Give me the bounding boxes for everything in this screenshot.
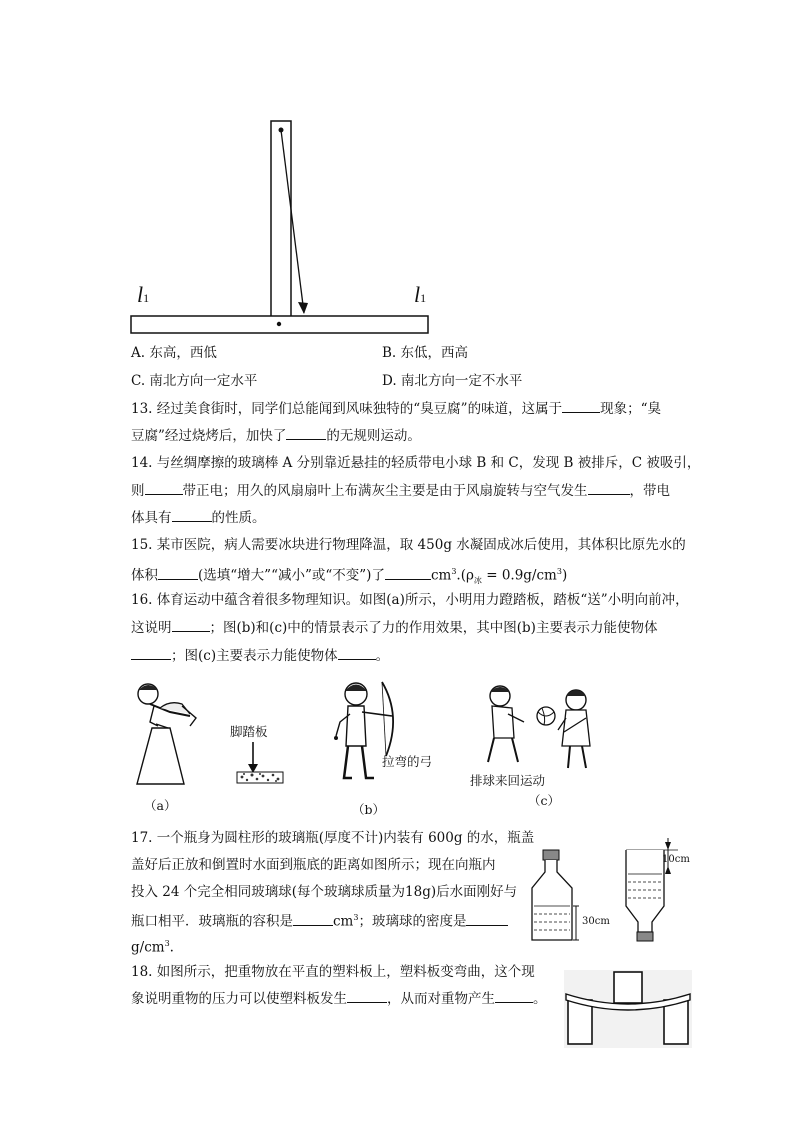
q16-line3: ；图(c)主要表示力能使物体 。 — [131, 645, 389, 666]
q14-blank-3[interactable] — [172, 507, 212, 522]
q17-line5: $g/cm^3$. — [131, 939, 174, 956]
q16-line2: 这说明 ；图(b)和(c)中的情景表示了力的作用效果，其中图(b)主要表示力能使物体 — [131, 617, 657, 638]
q15-blank-2[interactable] — [385, 565, 431, 580]
figure-bent-plastic-board — [562, 968, 694, 1050]
label-bow: 拉弯的弓 — [382, 754, 433, 769]
q16-blank-1[interactable] — [172, 617, 210, 632]
q18-line2: 象说明重物的压力可以使塑料板发生 ，从而对重物产生 。 — [131, 988, 547, 1009]
q15-blank-1[interactable] — [158, 565, 198, 580]
q18-blank-1[interactable] — [347, 988, 387, 1003]
q17-blank-2[interactable] — [466, 911, 508, 926]
q14-blank-2[interactable] — [588, 480, 630, 495]
q13-blank-2[interactable] — [286, 425, 326, 440]
q17-blank-1[interactable] — [293, 911, 333, 926]
q16-blank-3[interactable] — [338, 645, 376, 660]
label-30cm: 30cm — [582, 916, 610, 927]
q13-blank-1[interactable] — [562, 398, 600, 413]
label-l1-left: l1 — [137, 282, 150, 307]
q16-line1: 16. 体育运动中蕴含着很多物理知识。如图(a)所示，小明用力蹬踏板，踏板“送”小明向前冲， — [131, 592, 689, 608]
label-pedal: 脚踏板 — [230, 724, 268, 739]
caption-a: （a） — [144, 798, 177, 813]
q17-line3: 投入 24 个完全相同玻璃球(每个玻璃球质量为18g)后水面刚好与 — [131, 884, 518, 900]
figure-bottle-inverted — [620, 836, 692, 946]
option-c: C. 南北方向一定水平 — [131, 373, 258, 389]
center-mark — [277, 322, 281, 326]
q13-line1: 13. 经过美食街时，同学们总能闻到风味独特的“臭豆腐”的味道，这属于 现象；“臭 — [131, 398, 661, 419]
q17-line2: 盖好后正放和倒置时水面到瓶底的距离如图所示；现在向瓶内 — [131, 857, 496, 873]
pedal-board — [236, 770, 284, 784]
figure-a-pedal-jump — [130, 678, 210, 788]
caption-c: （c） — [528, 793, 561, 808]
q13-line2: 豆腐”经过烧烤后，加快了 的无规则运动。 — [131, 425, 421, 446]
pedal-arrow-icon — [246, 740, 260, 774]
label-l1-right: l1 — [414, 282, 427, 307]
figure-c-volleyball — [478, 682, 600, 774]
plumb-arrowhead — [298, 302, 308, 314]
option-a: A. 东高，西低 — [131, 345, 217, 361]
q18-blank-2[interactable] — [495, 988, 533, 1003]
q14-line1: 14. 与丝绸摩擦的玻璃棒 A 分别靠近悬挂的轻质带电小球 B 和 C，发现 B 被排斥，C 被吸引， — [131, 455, 701, 471]
label-volleyball: 排球来回运动 — [470, 773, 546, 788]
q17-line4: 瓶口相平．玻璃瓶的容积是 $cm^3$；玻璃球的密度是 — [131, 908, 508, 932]
q18-line1: 18. 如图所示，把重物放在平直的塑料板上，塑料板变弯曲，这个现 — [131, 964, 535, 980]
vertical-post — [271, 121, 291, 317]
q14-blank-1[interactable] — [145, 480, 183, 495]
option-b: B. 东低，西高 — [382, 345, 469, 361]
level-instrument-figure — [120, 110, 450, 340]
q14-line3: 体具有 的性质。 — [131, 507, 266, 528]
figure-bottle-upright — [526, 848, 611, 943]
q14-line2: 则 带正电；用久的风扇扇叶上布满灰尘主要是由于风扇旋转与空气发生 ，带电 — [131, 480, 670, 501]
q17-line1: 17. 一个瓶身为圆柱形的玻璃瓶(厚度不计)内装有 600g 的水，瓶盖 — [131, 830, 535, 846]
caption-b: （b） — [352, 802, 386, 817]
q16-blank-2[interactable] — [131, 645, 171, 660]
q15-line1: 15. 某市医院，病人需要冰块进行物理降温，取 450g 水凝固成冰后使用，其体积比原先水的 — [131, 537, 686, 553]
option-d: D. 南北方向一定不水平 — [382, 373, 523, 389]
label-10cm: 10cm — [662, 854, 690, 865]
q15-line2: 体积 (选填“增大”“减小”或“不变”)了 $cm^3.(\rho_冰 = 0.9g/cm^3)$ — [131, 562, 567, 591]
